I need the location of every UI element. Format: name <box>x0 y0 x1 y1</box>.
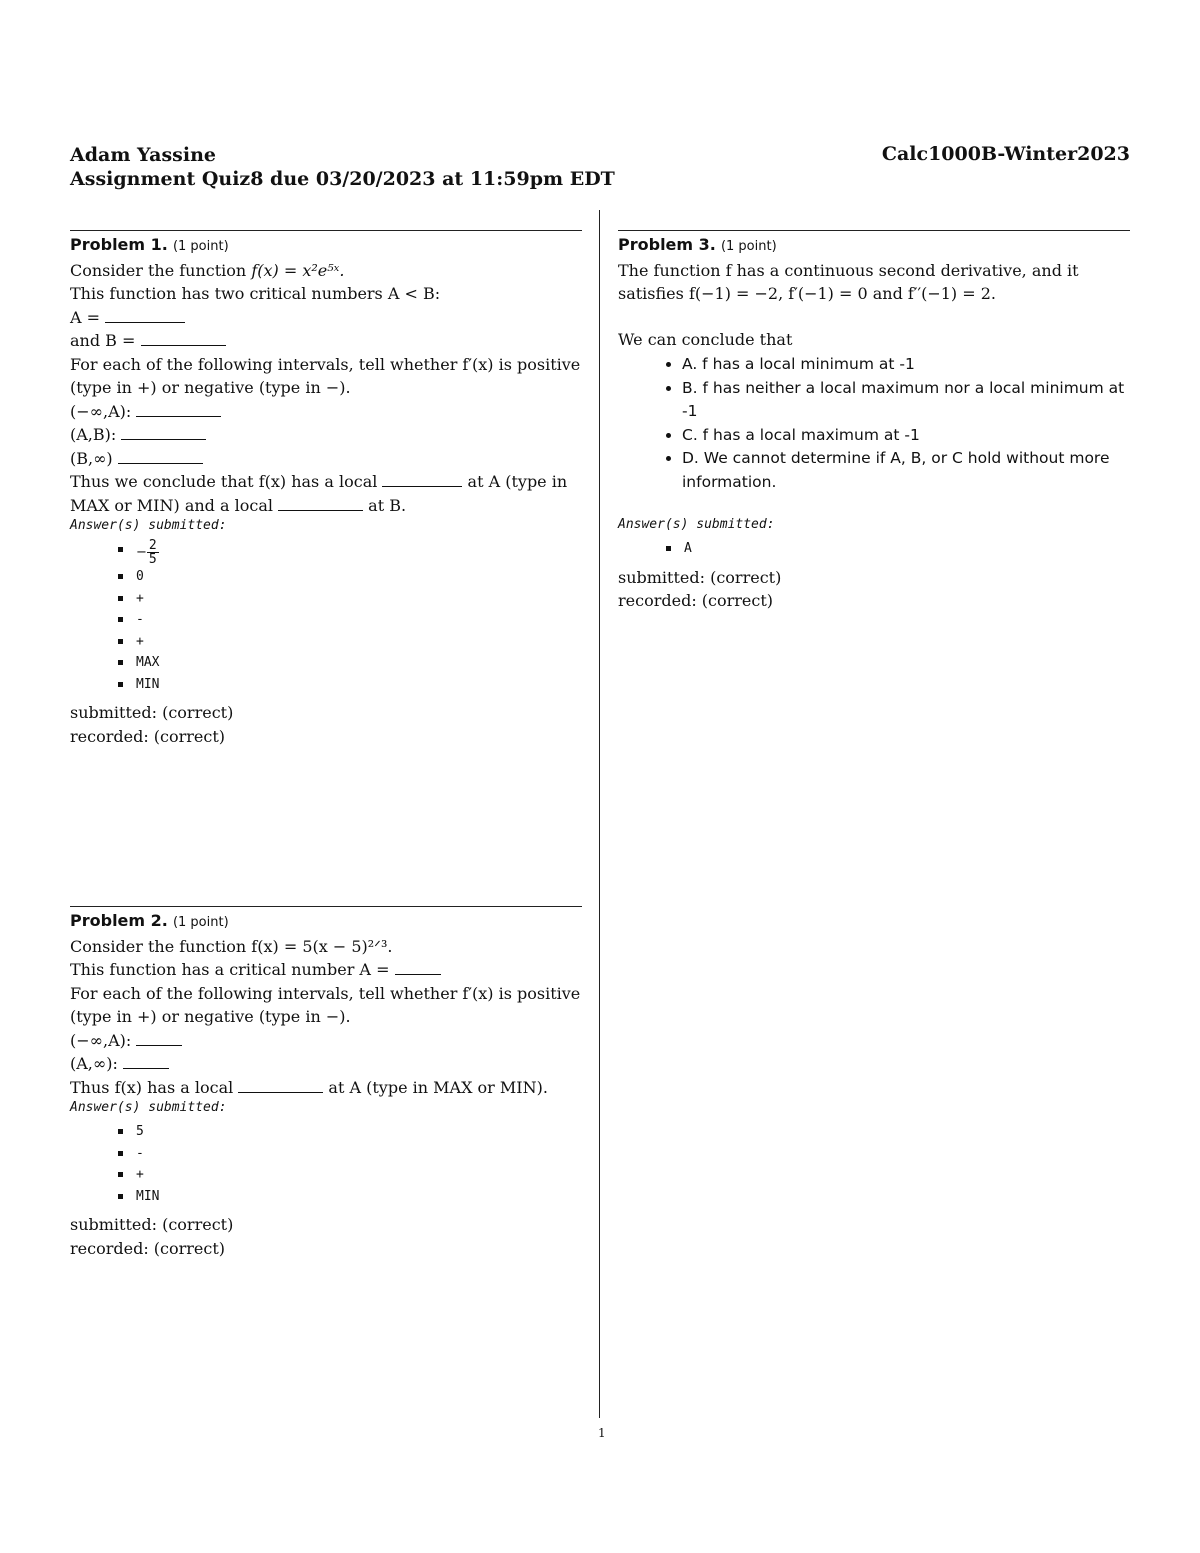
fraction: $\frac{2}{5}$ <box>148 538 157 567</box>
answer-item: 5 <box>118 1121 582 1143</box>
interval-line: (B,∞) <box>70 447 582 471</box>
problem-text: This function has two critical numbers A < B: <box>70 284 441 303</box>
problem-text: We can conclude that <box>618 329 793 349</box>
problem-number: Problem 2. <box>70 911 168 930</box>
answer-item: MIN <box>118 674 582 696</box>
problem-title <box>70 909 582 935</box>
answer-item: - <box>118 1143 582 1165</box>
option-c[interactable]: • C. f has a local maximum at -1 <box>682 424 1130 448</box>
answer-item: + <box>118 588 582 610</box>
problem-title <box>618 233 1130 259</box>
answer-blank[interactable] <box>118 451 203 464</box>
answer-item: A <box>666 538 1130 560</box>
problem-text: Consider the function f(x) = x²e⁵ˣ. <box>70 260 345 280</box>
answer-blank[interactable] <box>136 1033 182 1046</box>
problem-text: For each of the following intervals, tell whether f′(x) is positive (type in +) or negative (type in −). <box>70 983 581 1026</box>
problem-number: Problem 1. <box>70 235 168 254</box>
problem-3 <box>618 230 1130 613</box>
student-name: Adam Yassine <box>70 144 216 166</box>
interval-line: (−∞,A): <box>70 1029 582 1053</box>
answers-label: Answer(s) submitted: <box>70 1100 227 1115</box>
answer-item: − $\frac{2}{5}$ <box>118 539 582 566</box>
conclusion-line: Thus we conclude that f(x) has a local at A (type in MAX or MIN) and a local at B. <box>70 472 568 515</box>
problem-2 <box>70 906 582 1260</box>
answer-item: + <box>118 631 582 653</box>
answer-item: 0 <box>118 566 582 588</box>
problem-rule <box>70 230 582 231</box>
answer-item: MAX <box>118 652 582 674</box>
interval-line: (A,∞): <box>70 1052 582 1076</box>
answer-blank[interactable] <box>238 1080 323 1093</box>
options-list <box>618 353 1130 494</box>
answer-blank[interactable] <box>123 1056 169 1069</box>
problem-rule <box>70 906 582 907</box>
submitted-status: submitted: (correct) <box>618 567 782 587</box>
problem-text: For each of the following intervals, tell whether f′(x) is positive (type in +) or negative (type in −). <box>70 354 581 397</box>
answers-list <box>618 538 1130 560</box>
answer-blank[interactable] <box>136 404 221 417</box>
recorded-status: recorded: (correct) <box>70 726 226 746</box>
submitted-status: submitted: (correct) <box>70 703 234 722</box>
answer-line-a: This function has a critical number A = <box>70 958 582 982</box>
answer-blank[interactable] <box>395 962 441 975</box>
answers-label: Answer(s) submitted: <box>618 517 775 532</box>
option-a[interactable]: • A. f has a local minimum at -1 <box>682 353 1130 377</box>
interval-line: (−∞,A): <box>70 400 582 424</box>
problem-points: (1 point) <box>172 915 229 930</box>
conclusion-line: Thus f(x) has a local at A (type in MAX or MIN). <box>70 1077 548 1097</box>
problem-title <box>70 233 582 259</box>
answer-item: MIN <box>118 1186 582 1208</box>
recorded-status: recorded: (correct) <box>618 591 774 610</box>
answer-blank[interactable] <box>121 427 206 440</box>
answers-list <box>70 539 582 695</box>
answer-line-b: and B = <box>70 329 582 353</box>
answer-item: - <box>118 609 582 631</box>
option-d[interactable]: • D. We cannot determine if A, B, or C hold without more information. <box>682 447 1130 494</box>
recorded-status: recorded: (correct) <box>70 1238 226 1258</box>
problem-points: (1 point) <box>172 239 229 254</box>
course-name: Calc1000B-Winter2023 <box>881 143 1130 165</box>
problem-points: (1 point) <box>720 239 777 254</box>
assignment-title: Assignment Quiz8 due 03/20/2023 at 11:59pm EDT <box>70 168 615 190</box>
answer-line-a: A = <box>70 306 582 330</box>
answer-blank[interactable] <box>278 498 363 511</box>
page-number: 1 <box>598 1426 606 1440</box>
answer-item: + <box>118 1164 582 1186</box>
answers-label: Answer(s) submitted: <box>70 518 227 533</box>
problem-1 <box>70 230 582 748</box>
column-divider <box>599 210 600 1418</box>
interval-line: (A,B): <box>70 423 582 447</box>
problem-text: The function f has a continuous second derivative, and it satisfies f(−1) = −2, f′(−1) = 0 and f′′(−1) = 2. <box>618 260 1079 303</box>
problem-text: Consider the function f(x) = 5(x − 5)²ᐟ³. <box>70 936 393 956</box>
answer-blank[interactable] <box>382 474 462 487</box>
problem-rule <box>618 230 1130 231</box>
problem-number: Problem 3. <box>618 235 716 254</box>
answer-blank[interactable] <box>105 310 185 323</box>
option-b[interactable]: • B. f has neither a local maximum nor a local minimum at -1 <box>682 377 1130 424</box>
header-left <box>70 143 615 191</box>
submitted-status: submitted: (correct) <box>70 1215 234 1234</box>
answers-list <box>70 1121 582 1207</box>
answer-blank[interactable] <box>141 333 226 346</box>
